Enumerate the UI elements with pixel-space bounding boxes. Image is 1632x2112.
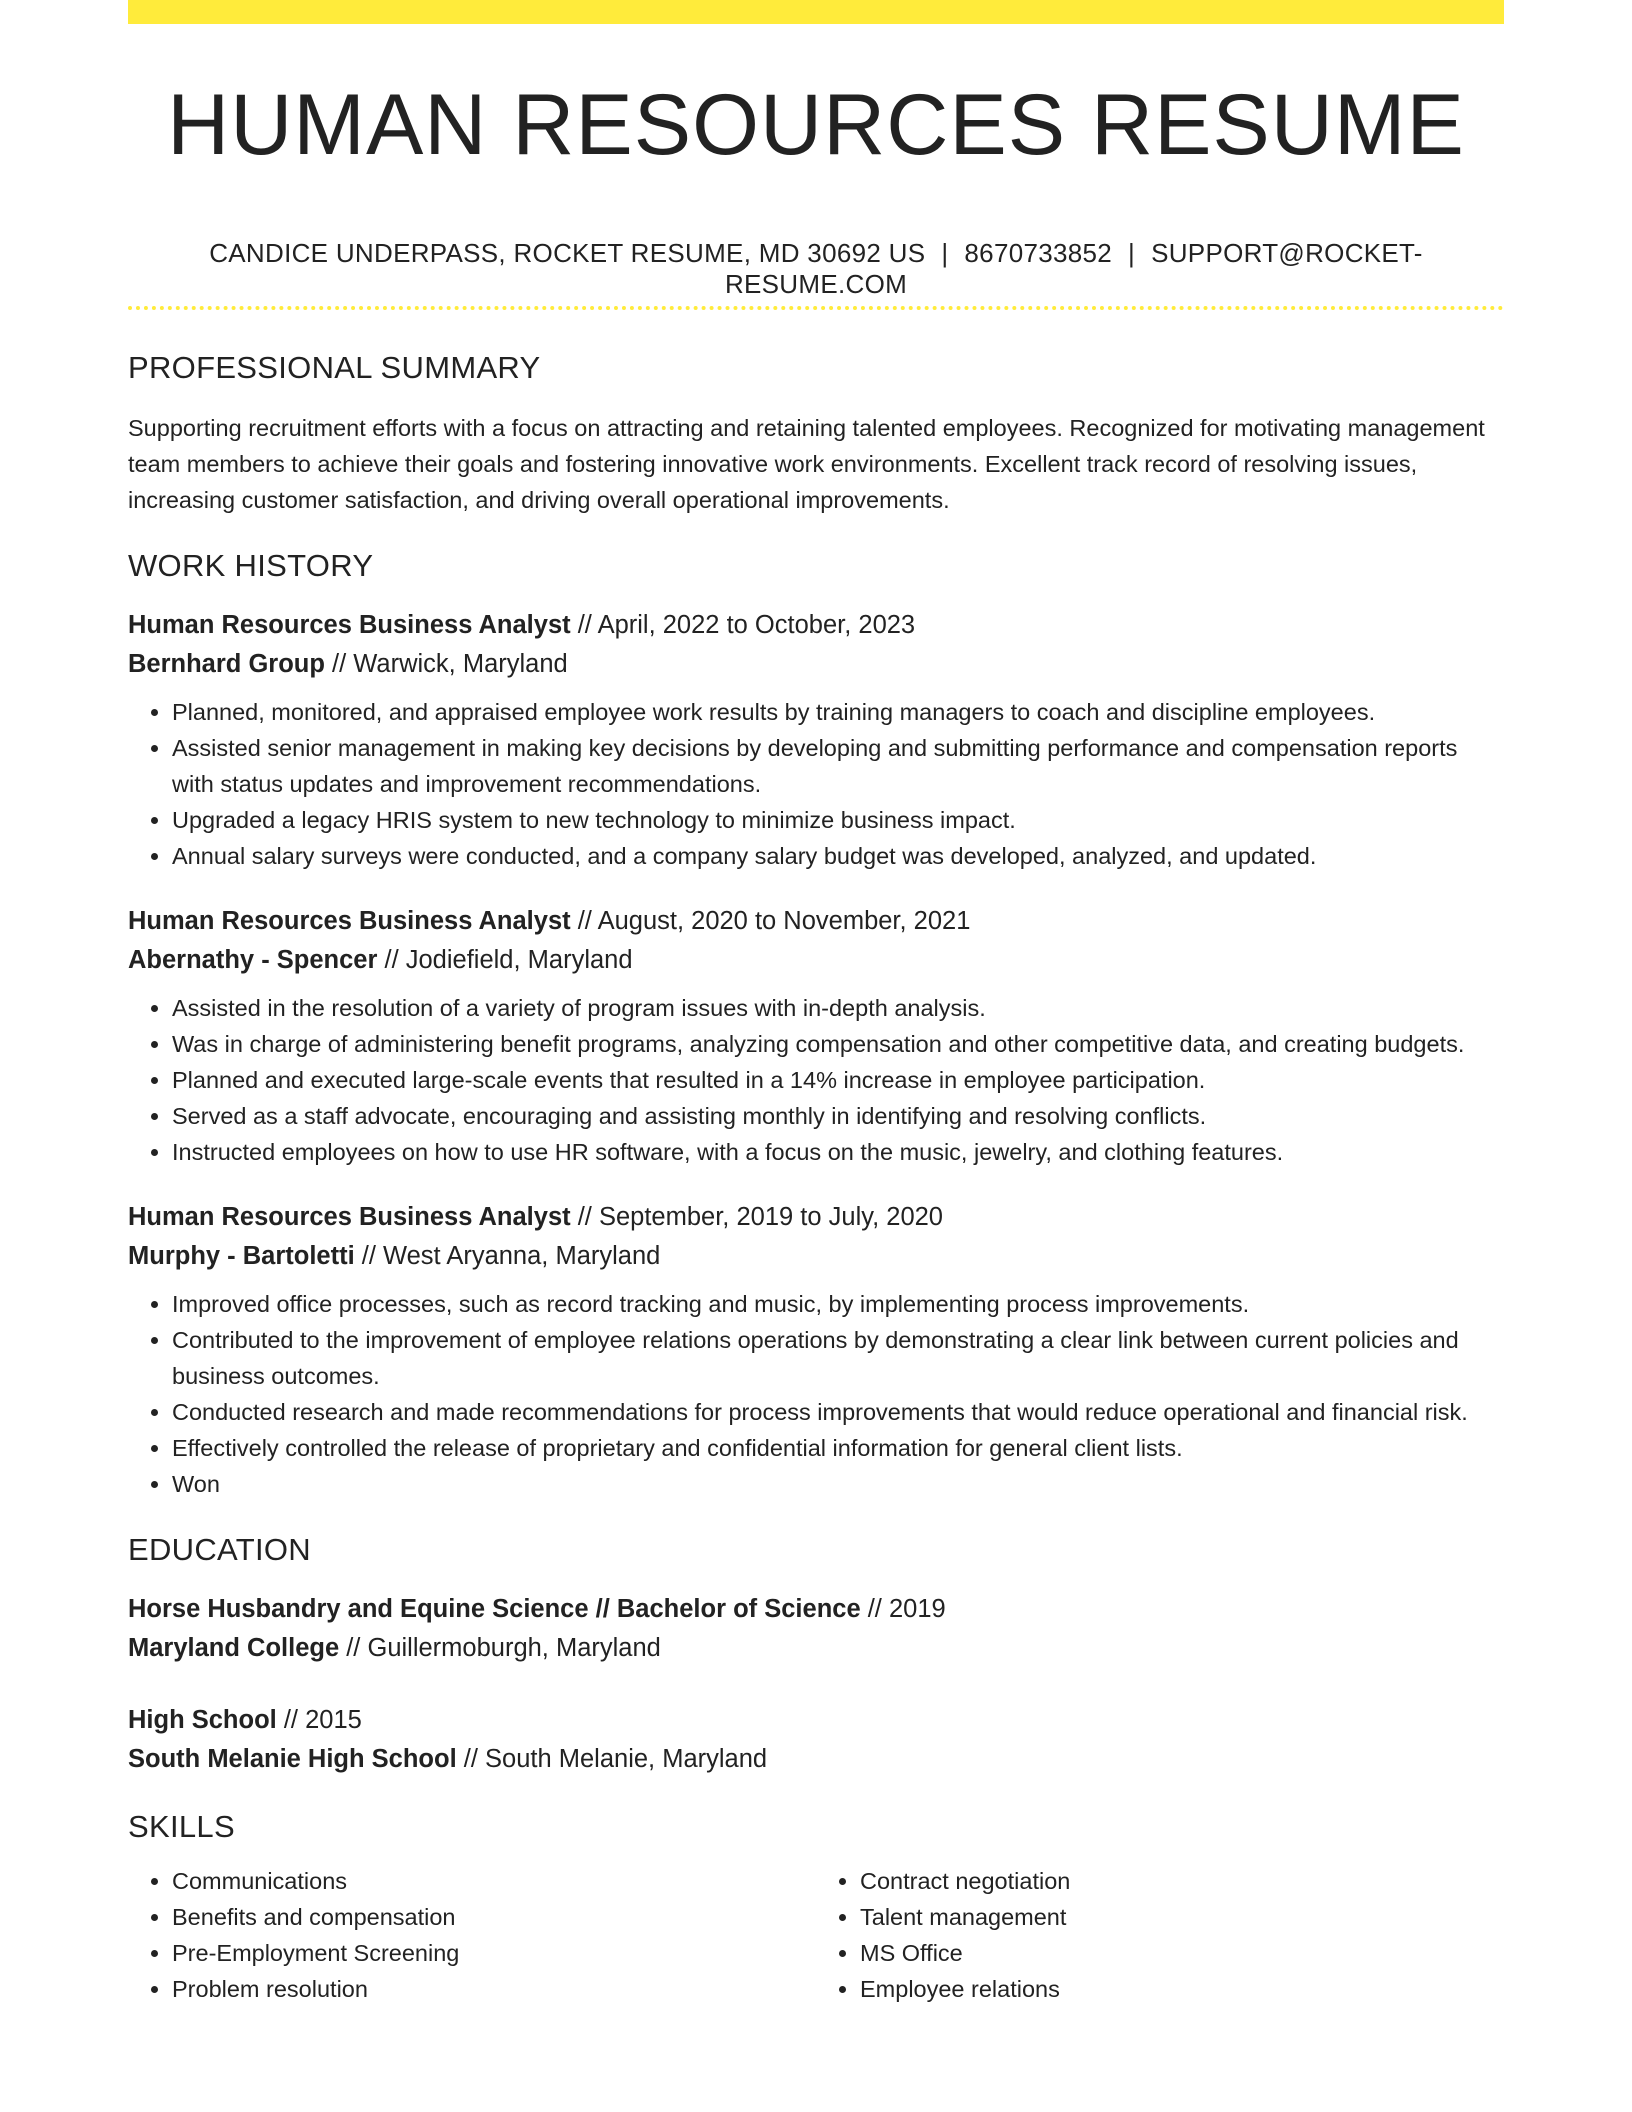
skills-section (128, 1809, 1504, 2007)
job-dates: // September, 2019 to July, 2020 (570, 1203, 943, 1231)
skill-item: • Pre-Employment Screening (172, 1935, 816, 1971)
degree-line (128, 1701, 1504, 1740)
list-item: • Assisted senior management in making key decisions by developing and submitting performance and compensation reports with status updates and improvement recommendations. (172, 730, 1504, 802)
skill-item: • Contract negotiation (860, 1863, 1504, 1899)
degree-year: // 2019 (860, 1595, 946, 1623)
section-heading: EDUCATION (128, 1532, 311, 1567)
contact-phone: 8670733852 (964, 238, 1113, 268)
job-title: Human Resources Business Analyst (128, 611, 571, 639)
school-line (128, 1740, 1504, 1779)
list-item: • Assisted in the resolution of a variety of program issues with in-depth analysis. (172, 990, 1504, 1026)
list-item: • Improved office processes, such as record tracking and music, by implementing process improvements. (172, 1286, 1504, 1322)
contact-separator: | (941, 238, 949, 268)
page-title: HUMAN RESOURCES RESUME (167, 77, 1465, 173)
job-company: Abernathy - Spencer (128, 946, 378, 974)
job-title: Human Resources Business Analyst (128, 907, 571, 935)
section-heading: SKILLS (128, 1809, 235, 1844)
summary-text: Supporting recruitment efforts with a focus on attracting and retaining talented employees. Recognized for motivating management team members to achieve their goals and fostering innovative work environments. Excellent track record of resolving issues, increasing customer satisfaction, and driving overall operational improvements. (128, 415, 1485, 513)
contact-email: SUPPORT@ROCKET-RESUME.COM (724, 238, 1423, 299)
job-dates: // August, 2020 to November, 2021 (570, 907, 971, 935)
job-bullets (128, 694, 1504, 874)
job-entry (128, 1198, 1504, 1502)
job-title-line (128, 606, 1504, 645)
skills-columns (128, 1863, 1504, 2007)
work-history-section (128, 548, 1504, 1502)
job-company-line (128, 645, 1504, 684)
education-section (128, 1532, 1504, 1779)
list-item: • Conducted research and made recommendations for process improvements that would reduce operational and financial risk. (172, 1394, 1504, 1430)
list-item: • Planned and executed large-scale events that resulted in a 14% increase in employee participation. (172, 1062, 1504, 1098)
list-item: • Effectively controlled the release of proprietary and confidential information for general client lists. (172, 1430, 1504, 1466)
list-item: • Contributed to the improvement of employee relations operations by demonstrating a clear link between current policies and business outcomes. (172, 1322, 1504, 1394)
contact-address: CANDICE UNDERPASS, ROCKET RESUME, MD 30692 US (209, 238, 926, 268)
degree-line (128, 1590, 1504, 1629)
school-line (128, 1629, 1504, 1668)
skill-item: • MS Office (860, 1935, 1504, 1971)
job-title-line (128, 1198, 1504, 1237)
school-location: // South Melanie, Maryland (456, 1745, 768, 1773)
education-entry (128, 1590, 1504, 1668)
job-title: Human Resources Business Analyst (128, 1203, 571, 1231)
list-item: • Annual salary surveys were conducted, and a company salary budget was developed, analyzed, and updated. (172, 838, 1504, 874)
job-title-line (128, 902, 1504, 941)
job-bullets (128, 1286, 1504, 1502)
job-company-line (128, 1237, 1504, 1276)
list-item: • Served as a staff advocate, encouraging and assisting monthly in identifying and resolving conflicts. (172, 1098, 1504, 1134)
list-item: • Was in charge of administering benefit programs, analyzing compensation and other competitive data, and creating budgets. (172, 1026, 1504, 1062)
skills-list-right (816, 1863, 1504, 2007)
job-entry (128, 902, 1504, 1170)
summary-section (128, 350, 1504, 518)
skill-item: • Benefits and compensation (172, 1899, 816, 1935)
job-dates: // April, 2022 to October, 2023 (570, 611, 916, 639)
skill-item: • Employee relations (860, 1971, 1504, 2007)
resume-content (128, 350, 1504, 2007)
school: Maryland College (128, 1634, 340, 1662)
job-location: // West Aryanna, Maryland (354, 1242, 661, 1270)
job-location: // Jodiefield, Maryland (377, 946, 633, 974)
section-heading: WORK HISTORY (128, 548, 374, 583)
section-heading: PROFESSIONAL SUMMARY (128, 350, 541, 385)
skill-item: • Problem resolution (172, 1971, 816, 2007)
accent-bar (128, 0, 1504, 24)
degree-year: // 2015 (276, 1706, 362, 1734)
job-company: Murphy - Bartoletti (128, 1242, 355, 1270)
school: South Melanie High School (128, 1745, 457, 1773)
job-company: Bernhard Group (128, 650, 325, 678)
list-item: • Planned, monitored, and appraised employee work results by training managers to coach and discipline employees. (172, 694, 1504, 730)
contact-line (128, 238, 1504, 300)
job-bullets (128, 990, 1504, 1170)
skills-list-left (128, 1863, 816, 2007)
school-location: // Guillermoburgh, Maryland (339, 1634, 661, 1662)
degree: Horse Husbandry and Equine Science // Bachelor of Science (128, 1595, 861, 1623)
list-item: • Upgraded a legacy HRIS system to new technology to minimize business impact. (172, 802, 1504, 838)
job-location: // Warwick, Maryland (324, 650, 568, 678)
education-entry (128, 1701, 1504, 1779)
job-company-line (128, 941, 1504, 980)
contact-separator: | (1128, 238, 1136, 268)
dotted-divider (128, 306, 1504, 310)
job-entry (128, 606, 1504, 874)
list-item: • Won (172, 1466, 1504, 1502)
list-item: • Instructed employees on how to use HR software, with a focus on the music, jewelry, and clothing features. (172, 1134, 1504, 1170)
skill-item: • Talent management (860, 1899, 1504, 1935)
degree: High School (128, 1706, 277, 1734)
skill-item: • Communications (172, 1863, 816, 1899)
